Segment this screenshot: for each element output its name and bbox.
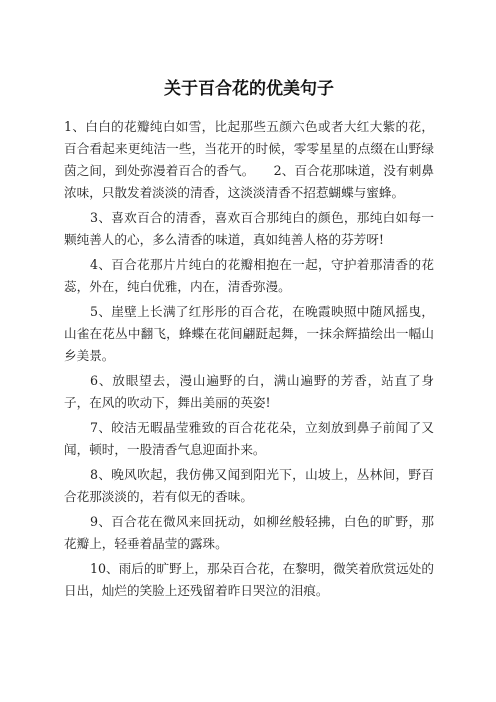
document-title: 关于百合花的优美句子 bbox=[164, 79, 334, 99]
paragraph-9: 9、百合花在微风来回抚动，如柳丝般轻拂，白色的旷野，那花瓣上，轻垂着晶莹的露珠。 bbox=[64, 514, 434, 551]
paragraph-1: 1、白白的花瓣纯白如雪，比起那些五颜六色或者大红大紫的花，百合看起来更纯洁一些，当花开的时候，零零星星的点缀在山野绿茵之间，到处弥漫着百合的香气。 2、百合花那味道，没有刺鼻浓味，只散发着淡淡的清香，这淡淡清香不招惹蝴蝶与蜜蜂。 bbox=[64, 119, 434, 200]
paragraph-7: 7、皎洁无暇晶莹雅致的百合花花朵，立刻放到鼻子前闻了又闻，顿时，一股清香气息迎面扑来。 bbox=[64, 420, 434, 457]
paragraph-5: 5、崖壁上长满了红彤彤的百合花，在晚霞映照中随风摇曳，山雀在花丛中翻飞，蜂蝶在花间翩跹起舞，一抹余辉描绘出一幅山乡美景。 bbox=[64, 304, 434, 363]
paragraph-4: 4、百合花那片片纯白的花瓣相抱在一起，守护着那清香的花蕊，外在，纯白优雅，内在，清香弥漫。 bbox=[64, 257, 434, 294]
paragraph-8: 8、晚风吹起，我仿佛又闻到阳光下，山坡上，丛林间，野百合花那淡淡的，若有似无的香味。 bbox=[64, 467, 434, 504]
paragraph-10: 10、雨后的旷野上，那朵百合花，在黎明，微笑着欣赏远处的日出，灿烂的笑脸上还残留着昨日哭泣的泪痕。 bbox=[64, 561, 434, 598]
paragraph-6: 6、放眼望去，漫山遍野的白，满山遍野的芳香，站直了身子，在风的吹动下，舞出美丽的英姿! bbox=[64, 373, 434, 410]
paragraph-3: 3、喜欢百合的清香，喜欢百合那纯白的颜色，那纯白如每一颗纯善人的心，多么清香的味道，真如纯善人格的芬芳呀! bbox=[64, 210, 434, 247]
